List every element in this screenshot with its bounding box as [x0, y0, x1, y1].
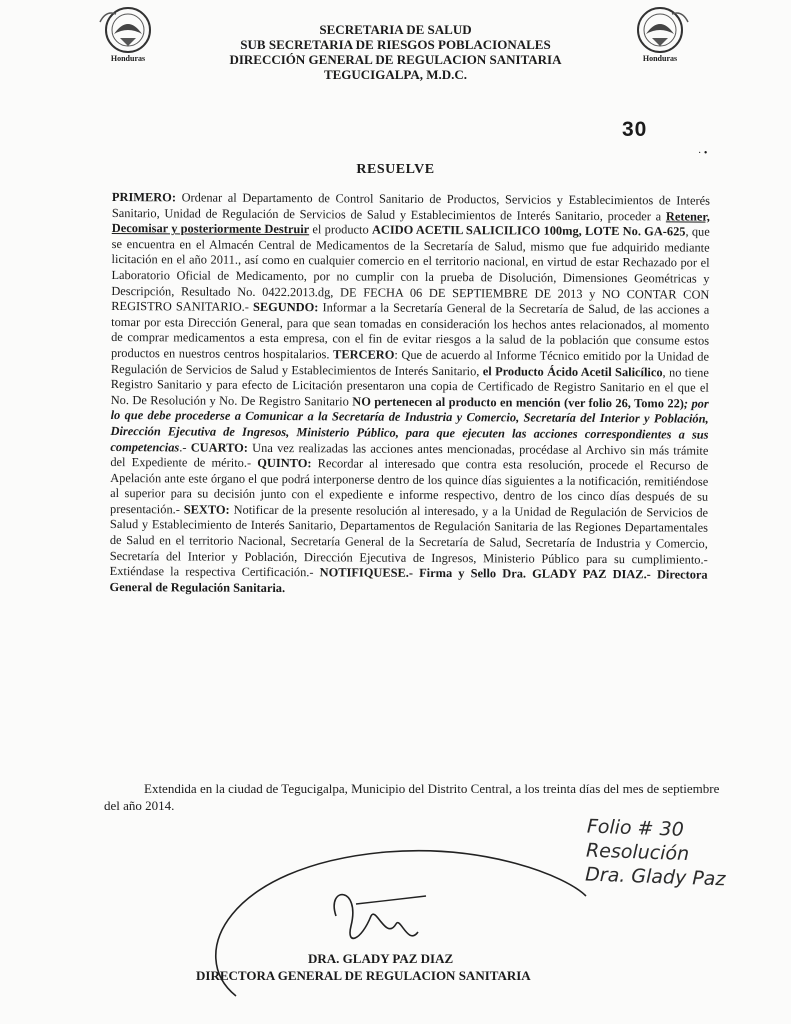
body-text: Ordenar al Departamento de Control Sanitario de Productos, Servicios y Establecimientos de Interés Sanitario, Unidad de Regulación de Servicios de Salud y Establecimientos de Interés Sanitario, proceder a: [111, 190, 710, 223]
body-text: : Que de acuerdo al Informe Técnico emitido por la Unidad de Regulación de Servicios de Salud y Establecimientos de Interés Sanitario,: [110, 347, 710, 378]
section-heading-primero: PRIMERO:: [111, 190, 177, 205]
section-heading-cuarto: CUARTO:: [190, 439, 248, 455]
stray-mark: · •: [698, 148, 708, 159]
body-text: el producto: [309, 222, 373, 237]
body-text: Notificar de la presente resolución al interesado, y a la Unidad de Regulación de Servicios de Salud y Establecimiento de Interés Sanitario, Departamentos de Regulación Sanitaria de las Regiones Departamentales de Salud en el territorio Nacional, Secretaría General de la Secretaría de Salud, Secretaría de Industria y Comercio, Secretaría del Interior y Población, Dirección Ejecutiva de Ingresos, Ministerio Público para su cumplimiento.- Extiéndase la respectiva Certificación.-: [109, 502, 709, 580]
handwritten-line-3: Dra. Glady Paz: [584, 863, 726, 891]
document-title: RESUELVE: [356, 162, 435, 177]
handwritten-annotation: [585, 815, 787, 894]
letterhead-line-1: SECRETARIA DE SALUD: [319, 22, 472, 37]
product-emphasis: el Producto Ácido Acetil Salicílico: [482, 363, 663, 379]
body-text: Informar a la Secretaría General de la Secretaría de Salud, de las acciones a tomar por esta Dirección General, para que sean tomadas en consideración los hechos antes relacionados, al momento de comprar medicamentos a esta empresa, con el fin de evitar riesgos a la salud de la población que consume estos productos en nuestros centros hospitalarios.: [110, 300, 710, 362]
handwritten-line-2: Resolución: [585, 839, 690, 866]
signatory-position: DIRECTORA GENERAL DE REGULACION SANITARIA: [196, 968, 531, 983]
seal-label: Honduras: [110, 54, 146, 63]
closing-statement: Extendida en la ciudad de Tegucigalpa, Municipio del Distrito Central, a los treinta días del mes de septiembre del año 2014.: [104, 781, 720, 813]
body-text: , que se encuentra en el Almacén Central de Medicamentos de la Secretaría de Salud, mismo que fue adquirido mediante licitación en el año 2011., así como en cualquier comercio en el territorio nacional, en virtud de estar Rechazado por el Laboratorio Oficial de Medicamento, por no cumplir con la prueba de Disolución, Dimensiones Geométricas y Descripción, Resultado No. 0422.2013.dg, DE FECHA 06 DE SEPTIEMBRE DE 2013 y NO CONTAR CON REGISTRO SANITARIO.-: [111, 224, 710, 315]
body-text: Una vez realizadas las acciones antes mencionadas, procédase al Archivo sin más trámite del Expediente de mérito.-: [110, 440, 709, 470]
resolution-body: [110, 190, 710, 599]
page-number: 30: [622, 118, 648, 141]
product-name: ACIDO ACETIL SALICILICO 100mg, LOTE No. GA-625: [371, 222, 686, 239]
body-text: Recordar al interesado que contra esta resolución, procede el Recurso de Apelación ante este órgano el que podrá interponerse dentro de los quince días siguientes a la notificación, remitiéndose al superior para su decisión junto con el expediente e informe respectivo, dentro de los cinco días después de su presentación.-: [110, 456, 709, 517]
handwritten-line-1: Folio # 30: [586, 815, 685, 841]
letterhead-line-2: SUB SECRETARIA DE RIESGOS POBLACIONALES: [240, 37, 551, 52]
communication-emphasis: ; por lo que debe procederse a Comunicar a la Secretaría de Industria y Comercio, Secretaría del Interior y Población, Dirección Ejecutiva de Ingresos, Ministerio Público, para que ejecuten las acciones correspondientes a sus competencias: [110, 396, 709, 454]
letterhead-line-4: TEGUCIGALPA, M.D.C.: [323, 67, 468, 82]
handwritten-signature: [186, 846, 606, 1016]
body-text: , no tiene Registro Sanitario y para efecto de Licitación presentaron una copia de Certificado de Registro Sanitario en el que el No. De Resolución y No. De Registro Sanitario: [110, 364, 709, 409]
section-heading-tercero: TERCERO: [333, 347, 395, 362]
signatory-name: DRA. GLADY PAZ DIAZ: [308, 951, 454, 966]
notification-signoff: NOTIFIQUESE.- Firma y Sello Dra. GLADY PAZ DIAZ.- Directora General de Regulación Sanitaria.: [109, 565, 708, 595]
letterhead-line-3: DIRECCIÓN GENERAL DE REGULACION SANITARIA: [229, 52, 562, 67]
section-heading-quinto: QUINTO:: [257, 455, 312, 471]
seal-label: Honduras: [642, 54, 678, 63]
letterhead: [0, 22, 791, 82]
signatory-block: [196, 950, 616, 984]
body-text: .-: [179, 439, 191, 454]
section-heading-segundo: SEGUNDO:: [252, 300, 319, 315]
registry-emphasis: NO pertenecen al producto en mención (ver folio 26, Tomo 22): [352, 394, 684, 411]
section-heading-sexto: SEXTO:: [183, 502, 230, 517]
action-emphasis: Retener, Decomisar y posteriormente Destruir: [111, 208, 710, 237]
